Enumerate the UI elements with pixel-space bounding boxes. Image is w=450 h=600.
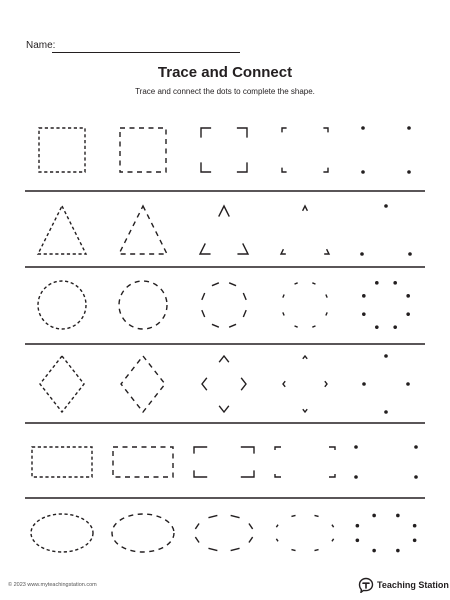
circle-tracing-segment	[312, 326, 315, 327]
oval-connect-dot	[372, 549, 376, 553]
triangle-dashed-outline	[119, 206, 167, 254]
oval-tracing-segment	[291, 515, 295, 516]
triangle-tracing-segment	[324, 249, 329, 254]
circle-tracing-segment	[212, 283, 219, 286]
square-tracing-segment	[323, 168, 328, 172]
oval-dashed-outline	[31, 514, 93, 552]
oval-tracing-segment	[291, 550, 295, 551]
square-tracing-segment	[282, 128, 287, 132]
square-connect-dot	[407, 170, 411, 174]
brand	[358, 577, 449, 593]
circle-tracing-segment	[326, 312, 327, 315]
oval-connect-dot	[396, 514, 400, 518]
triangle-connect-dot	[408, 252, 412, 256]
circle-dashed-outline	[119, 281, 167, 329]
oval-tracing-segment	[249, 523, 253, 528]
square-connect-dot	[361, 170, 365, 174]
oval-connect-dot	[356, 538, 360, 542]
triangle-tracing-segment	[281, 249, 286, 254]
rectangle-tracing-segment	[241, 470, 254, 477]
rectangle-dashed-outline	[32, 447, 92, 477]
oval-dashed-outline	[112, 514, 174, 552]
circle-tracing-segment	[295, 283, 298, 284]
rectangle-tracing-segment	[241, 447, 254, 454]
rectangle-tracing-segment	[194, 447, 207, 454]
oval-tracing-segment	[276, 539, 278, 541]
rectangle-tracing-segment	[329, 447, 335, 450]
triangle-connect-dot	[384, 204, 388, 208]
square-connect-dot	[361, 126, 365, 130]
square-tracing-segment	[237, 162, 247, 172]
circle-connect-dot	[362, 294, 366, 298]
diamond-tracing-segment	[303, 409, 307, 412]
diamond-tracing-segment	[219, 406, 229, 412]
circle-tracing-segment	[229, 324, 236, 327]
oval-tracing-segment	[314, 515, 318, 516]
circle-tracing-segment	[312, 283, 315, 284]
circle-connect-dot	[406, 312, 410, 316]
oval-connect-dot	[372, 514, 376, 518]
rectangle-connect-dot	[414, 475, 418, 479]
circle-tracing-segment	[283, 312, 284, 315]
diamond-tracing-segment	[303, 356, 307, 359]
oval-tracing-segment	[249, 537, 253, 542]
name-label: Name:	[26, 40, 56, 51]
circle-dashed-outline	[38, 281, 86, 329]
oval-connect-dot	[413, 524, 417, 528]
page-subtitle: Trace and connect the dots to complete the shape.	[135, 87, 315, 96]
triangle-tracing-segment	[200, 243, 211, 254]
diamond-tracing-segment	[241, 378, 246, 390]
diamond-connect-dot	[362, 382, 366, 386]
rectangle-connect-dot	[354, 445, 358, 449]
oval-tracing-segment	[208, 515, 217, 517]
square-tracing-segment	[201, 162, 211, 172]
rectangle-tracing-segment	[194, 470, 207, 477]
triangle-tracing-segment	[219, 206, 230, 217]
circle-tracing-segment	[229, 283, 236, 286]
circle-tracing-segment	[212, 324, 219, 327]
rectangle-tracing-segment	[329, 474, 335, 477]
rectangle-tracing-segment	[275, 474, 281, 477]
diamond-tracing-segment	[219, 356, 229, 362]
oval-tracing-segment	[314, 550, 318, 551]
oval-tracing-segment	[332, 525, 334, 527]
circle-connect-dot	[406, 294, 410, 298]
page-title: Trace and Connect	[157, 64, 293, 81]
oval-tracing-segment	[231, 515, 240, 517]
triangle-dashed-outline	[38, 206, 86, 254]
diamond-connect-dot	[406, 382, 410, 386]
diamond-connect-dot	[384, 354, 388, 358]
teaching-station-logo-icon	[358, 577, 374, 593]
triangle-tracing-segment	[237, 243, 248, 254]
circle-tracing-segment	[243, 310, 246, 317]
square-tracing-segment	[201, 128, 211, 138]
square-dashed-outline	[120, 128, 166, 172]
rectangle-tracing-segment	[275, 447, 281, 450]
square-tracing-segment	[323, 128, 328, 132]
square-dashed-outline	[39, 128, 85, 172]
diamond-tracing-segment	[202, 378, 207, 390]
circle-tracing-segment	[326, 295, 327, 298]
diamond-dashed-outline	[40, 356, 84, 412]
copyright-text: © 2023 www.myteachingstation.com	[8, 582, 97, 588]
circle-connect-dot	[393, 325, 397, 329]
rectangle-connect-dot	[354, 475, 358, 479]
oval-tracing-segment	[231, 548, 240, 550]
oval-connect-dot	[396, 549, 400, 553]
brand-name: Teaching Station	[377, 580, 449, 590]
rectangle-connect-dot	[414, 445, 418, 449]
triangle-tracing-segment	[303, 206, 308, 211]
diamond-connect-dot	[384, 410, 388, 414]
oval-tracing-segment	[195, 523, 199, 528]
oval-tracing-segment	[332, 539, 334, 541]
square-tracing-segment	[237, 128, 247, 138]
oval-tracing-segment	[208, 548, 217, 550]
circle-tracing-segment	[243, 293, 246, 300]
circle-connect-dot	[375, 281, 379, 285]
triangle-connect-dot	[360, 252, 364, 256]
circle-tracing-segment	[202, 310, 205, 317]
circle-tracing-segment	[202, 293, 205, 300]
oval-connect-dot	[413, 538, 417, 542]
circle-tracing-segment	[283, 295, 284, 298]
rectangle-dashed-outline	[113, 447, 173, 477]
square-tracing-segment	[282, 168, 287, 172]
diamond-dashed-outline	[121, 356, 165, 412]
diamond-tracing-segment	[283, 381, 285, 387]
circle-tracing-segment	[295, 326, 298, 327]
oval-tracing-segment	[195, 537, 199, 542]
circle-connect-dot	[375, 325, 379, 329]
diamond-tracing-segment	[325, 381, 327, 387]
oval-tracing-segment	[276, 525, 278, 527]
circle-connect-dot	[362, 312, 366, 316]
circle-connect-dot	[393, 281, 397, 285]
square-connect-dot	[407, 126, 411, 130]
oval-connect-dot	[356, 524, 360, 528]
